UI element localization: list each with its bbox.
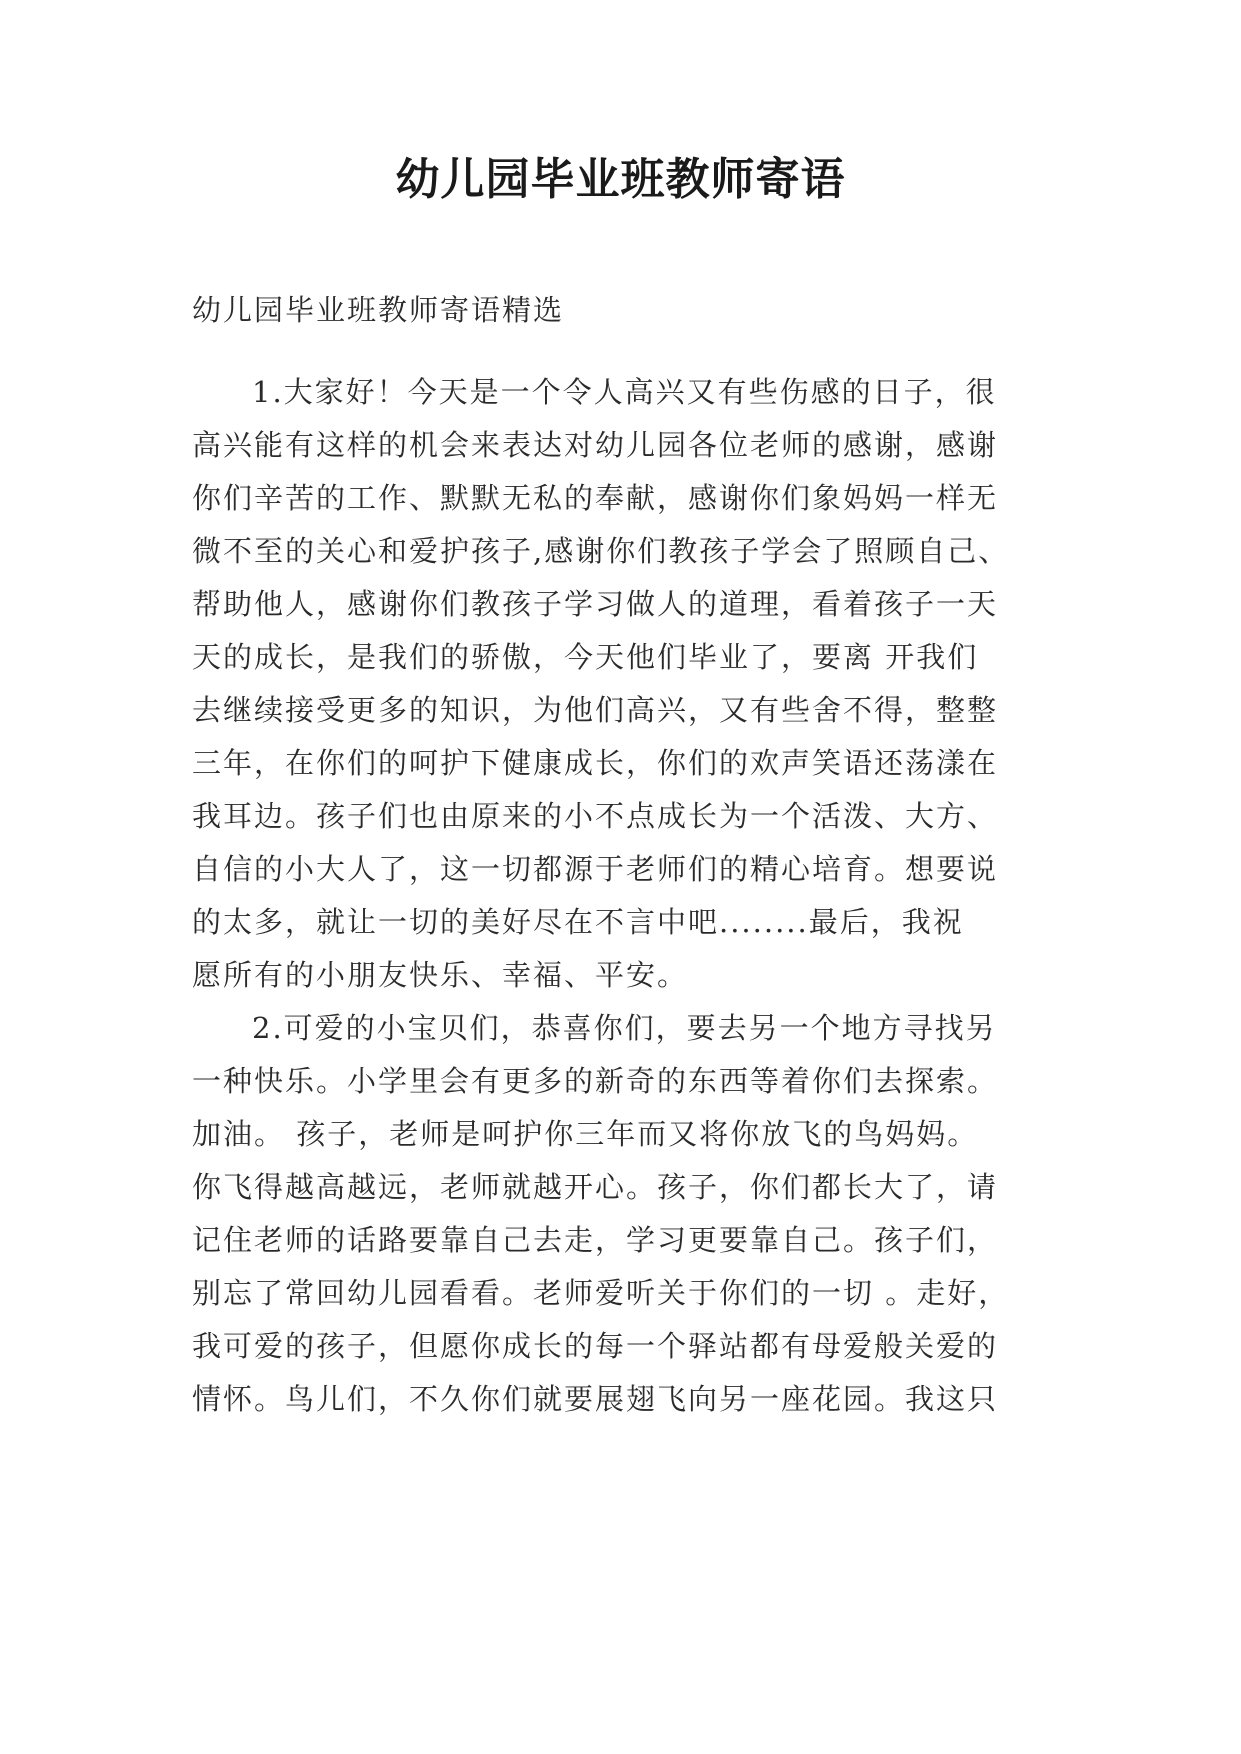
document-subtitle: 幼儿园毕业班教师寄语精选 (192, 293, 565, 327)
paragraph-line: 别忘了常回幼儿园看看。老师爱听关于你们的一切 。走好， (192, 1276, 1010, 1310)
paragraph-line: 帮助他人，感谢你们教孩子学习做人的道理，看着孩子一天 (192, 587, 999, 621)
paragraph-line: 高兴能有这样的机会来表达对幼儿园各位老师的感谢，感谢 (192, 428, 999, 462)
paragraph-line: 天的成长，是我们的骄傲，今天他们毕业了，要离 开我们 (192, 640, 979, 674)
paragraph-line: 去继续接受更多的知识，为他们高兴，又有些舍不得，整整 (192, 693, 999, 727)
paragraph-line: 加油。 孩子，老师是呵护你三年而又将你放飞的鸟妈妈。 (192, 1117, 979, 1151)
paragraph-line: 1.大家好！今天是一个令人高兴又有些伤感的日子，很 (252, 375, 997, 409)
paragraph-line: 自信的小大人了，这一切都源于老师们的精心培育。想要说 (192, 852, 999, 886)
paragraph-line: 我可爱的孩子，但愿你成长的每一个驿站都有母爱般关爱的 (192, 1329, 999, 1363)
paragraph-line: 我耳边。孩子们也由原来的小不点成长为一个活泼、大方、 (192, 799, 999, 833)
paragraph-line: 记住老师的话路要靠自己去走，学习更要靠自己。孩子们， (192, 1223, 999, 1257)
paragraph-line: 微不至的关心和爱护孩子,感谢你们教孩子学会了照顾自己、 (192, 534, 1010, 568)
document-title: 幼儿园毕业班教师寄语 (395, 154, 846, 205)
paragraph-line: 一种快乐。小学里会有更多的新奇的东西等着你们去探索。 (192, 1064, 999, 1098)
paragraph-line: 情怀。鸟儿们，不久你们就要展翅飞向另一座花园。我这只 (192, 1382, 999, 1416)
paragraph-line: 三年，在你们的呵护下健康成长，你们的欢声笑语还荡漾在 (192, 746, 999, 780)
paragraph-line: 的太多，就让一切的美好尽在不言中吧........最后，我祝 (192, 905, 964, 939)
paragraph-line: 你们辛苦的工作、默默无私的奉献，感谢你们象妈妈一样无 (192, 481, 999, 515)
paragraph-line: 你飞得越高越远，老师就越开心。孩子，你们都长大了，请 (192, 1170, 999, 1204)
paragraph-line: 2.可爱的小宝贝们，恭喜你们，要去另一个地方寻找另 (252, 1011, 997, 1045)
paragraph-line: 愿所有的小朋友快乐、幸福、平安。 (192, 958, 689, 992)
